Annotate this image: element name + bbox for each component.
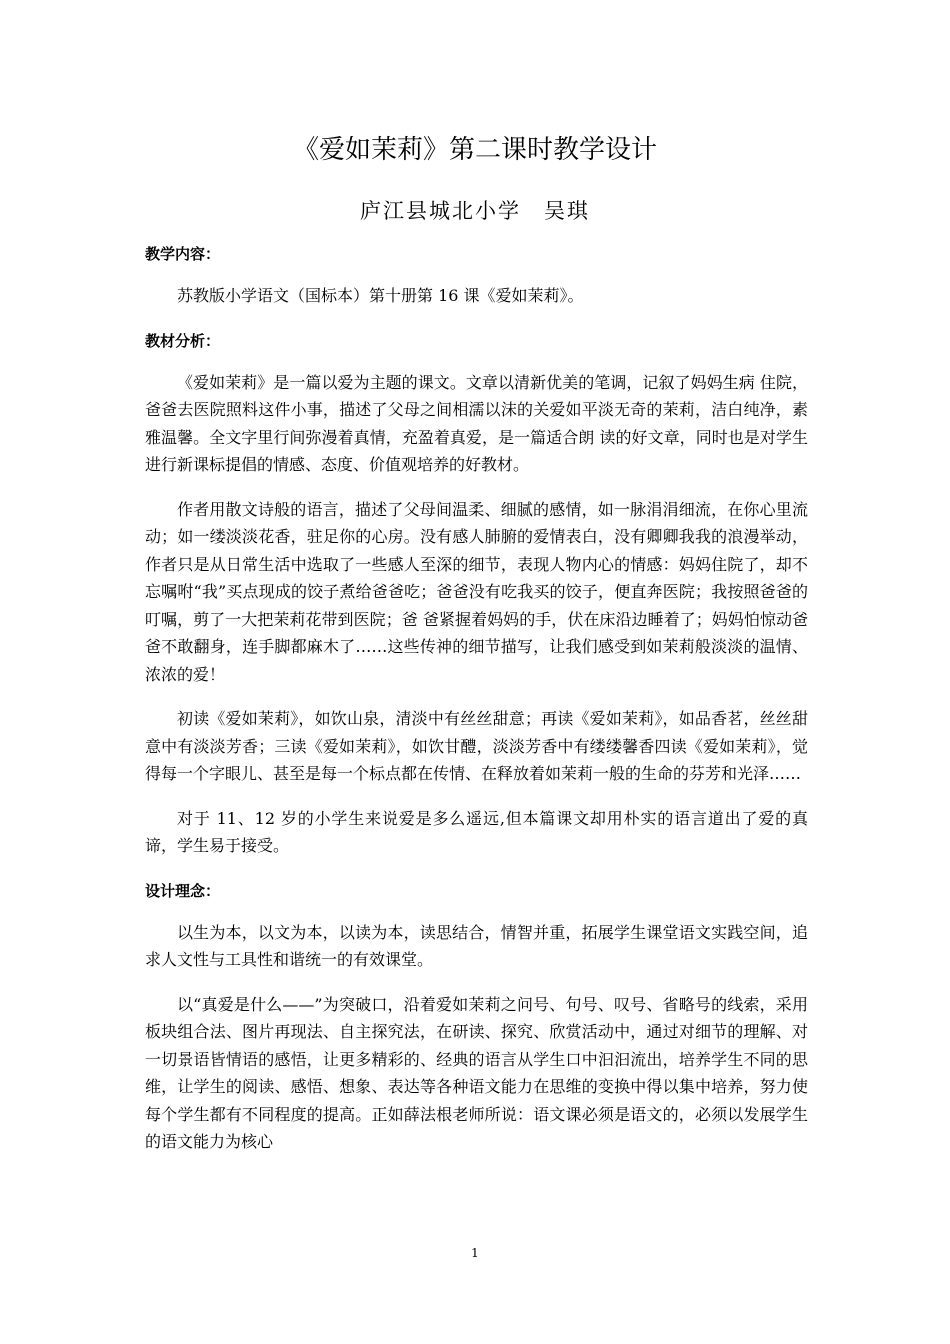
paragraph: 以“真爱是什么——”为突破口，沿着爱如茉莉之问号、句号、叹号、省略号的线索，采用板块组合法、图片再现法、自主探究法，在研读、探究、欣赏活动中，通过对细节的理解、对一切景语皆情语的感悟，让更多精彩的、经典的语言从学生口中汩汩流出，培养学生不同的思维，让学生的阅读、感悟、想象、表达等各种语文能力在思维的变换中得以集中培养，努力使每个学生都有不同程度的提高。正如薛法根老师所说：语文课必须是语文的，必须以发展学生的语文能力为核心 <box>145 994 808 1151</box>
document-body <box>145 240 808 1156</box>
page-number: 1 <box>471 1246 479 1260</box>
document-author: 庐江县城北小学 吴琪 <box>360 199 590 223</box>
section-heading-content: 教学内容： <box>145 245 221 263</box>
section-heading-analysis: 教材分析： <box>145 331 221 350</box>
paragraph: 苏教版小学语文（国标本）第十册第 16 课《爱如茉莉》。 <box>177 286 584 305</box>
section-heading-design-concept: 设计理念： <box>145 881 221 900</box>
paragraph: 以生为本，以文为本，以读为本，读思结合，情智并重，拓展学生课堂语文实践空间，追求人文性与工具性和谐统一的有效课堂。 <box>145 922 808 969</box>
paragraph: 《爱如茉莉》是一篇以爱为主题的课文。文章以清新优美的笔调，记叙了妈妈生病 住院，爸爸去医院照料这件小事，描述了父母之间相濡以沫的关爱如平淡无奇的茉莉，洁白纯净，素雅温馨。全文字里行间弥漫着真情，充盈着真爱，是一篇适合朗 读的好文章，同时也是对学生进行新课标提倡的情感、态度、价值观培养的好教材。 <box>145 372 808 474</box>
document-title: 《爱如茉莉》第二课时教学设计 <box>292 135 657 165</box>
paragraph: 初读《爱如茉莉》，如饮山泉，清淡中有丝丝甜意；再读《爱如茉莉》，如品香茗，丝丝甜意中有淡淡芳香；三读《爱如茉莉》，如饮甘醴，淡淡芳香中有缕缕馨香四读《爱如茉莉》，觉得每一个字眼儿、甚至是每一个标点都在传情、在释放着如茉莉一般的生命的芬芳和光泽…… <box>145 709 808 783</box>
paragraph: 对于 11、12 岁的小学生来说爱是多么遥远,但本篇课文却用朴实的语言道出了爱的真谛，学生易于接受。 <box>145 808 808 855</box>
paragraph: 作者用散文诗般的语言，描述了父母间温柔、细腻的感情，如一脉涓涓细流，在你心里流动；如一缕淡淡花香，驻足你的心房。没有感人肺腑的爱情表白，没有卿卿我我的浪漫举动，作者只是从日常生活中选取了一些感人至深的细节，表现人物内心的情感：妈妈住院了，却不忘嘱咐“我”买点现成的饺子煮给爸爸吃；爸爸没有吃我买的饺子，便直奔医院；我按照爸爸的叮嘱，剪了一大把茉莉花带到医院；爸 爸紧握着妈妈的手，伏在床沿边睡着了；妈妈怕惊动爸爸不敢翻身，连手脚都麻木了……这些传神的细节描写，让我们感受到如茉莉般淡淡的温情、浓浓的爱！ <box>145 499 808 684</box>
